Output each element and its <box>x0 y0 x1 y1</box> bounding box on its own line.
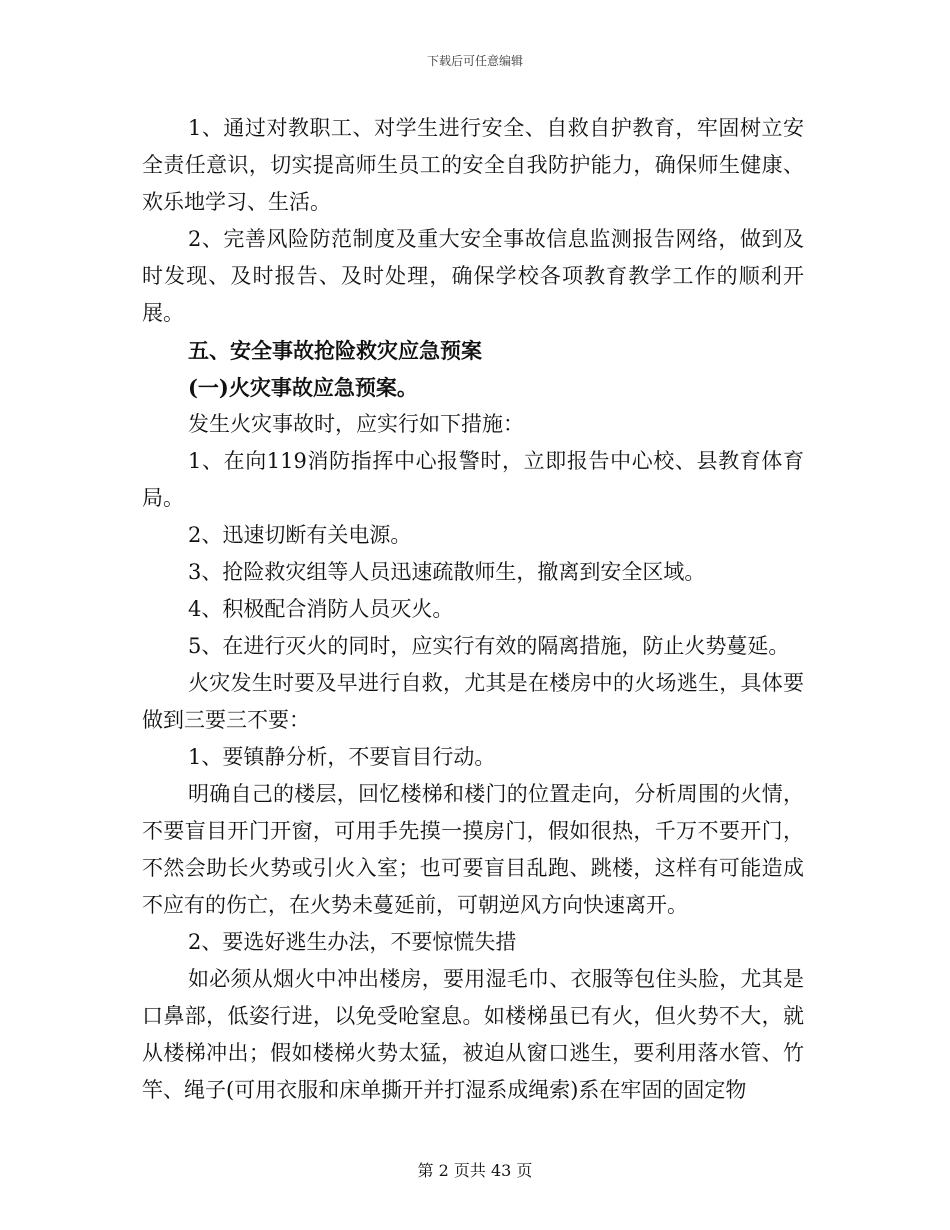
page-header: 下载后可任意编辑 <box>426 54 523 68</box>
list-item-5: 5、在进行灭火的同时，应实行有效的隔离措施，防止火势蔓延。 <box>188 634 790 658</box>
paragraph-intro: 发生火灾事故时，应实行如下措施： <box>188 412 524 436</box>
list-item-1: 1、在向119消防指挥中心报警时，立即报告中心校、县教育体育局。 <box>142 449 804 510</box>
list-item-4: 4、积极配合消防人员灭火。 <box>188 597 454 621</box>
page-footer: 第 2 页共 43 页 <box>417 1161 533 1180</box>
section-heading: 五、安全事故抢险救灾应急预案 <box>188 338 482 363</box>
paragraph-goal-1: 1、通过对教职工、对学生进行安全、自救自护教育，牢固树立安全责任意识，切实提高师生员工的安全自我防护能力，确保师生健康、欢乐地学习、生活。 <box>142 116 804 214</box>
list-item-2: 2、迅速切断有关电源。 <box>188 523 412 547</box>
document-body <box>142 110 804 1109</box>
rule-2: 2、要选好逃生办法，不要惊慌失措 <box>188 930 517 954</box>
rule-1: 1、要镇静分析，不要盲目行动。 <box>188 745 496 769</box>
paragraph-rule-1-detail: 明确自己的楼层，回忆楼梯和楼门的位置走向，分析周围的火情，不要盲目开门开窗，可用手先摸一摸房门，假如很热，千万不要开门，不然会助长火势或引火入室；也可要盲目乱跑、跳楼，这样有可能造成不应有的伤亡，在火势未蔓延前，可朝逆风方向快速离开。 <box>142 782 804 917</box>
paragraph-self-rescue: 火灾发生时要及早进行自救，尤其是在楼房中的火场逃生，具体要做到三要三不要： <box>142 671 804 732</box>
paragraph-rule-2-detail: 如必须从烟火中冲出楼房，要用湿毛巾、衣服等包住头脸，尤其是口鼻部，低姿行进，以免受呛窒息。如楼梯虽已有火，但火势不大，就从楼梯冲出；假如楼梯火势太猛，被迫从窗口逃生，要利用落水管、竹竿、绳子(可用衣服和床单撕开并打湿系成绳索)系在牢固的固定物 <box>142 967 804 1102</box>
list-item-3: 3、抢险救灾组等人员迅速疏散师生，撤离到安全区域。 <box>188 560 706 584</box>
paragraph-goal-2: 2、完善风险防范制度及重大安全事故信息监测报告网络，做到及时发现、及时报告、及时处理，确保学校各项教育教学工作的顺利开展。 <box>142 227 804 325</box>
subsection-heading: (一)火灾事故应急预案。 <box>188 375 418 400</box>
